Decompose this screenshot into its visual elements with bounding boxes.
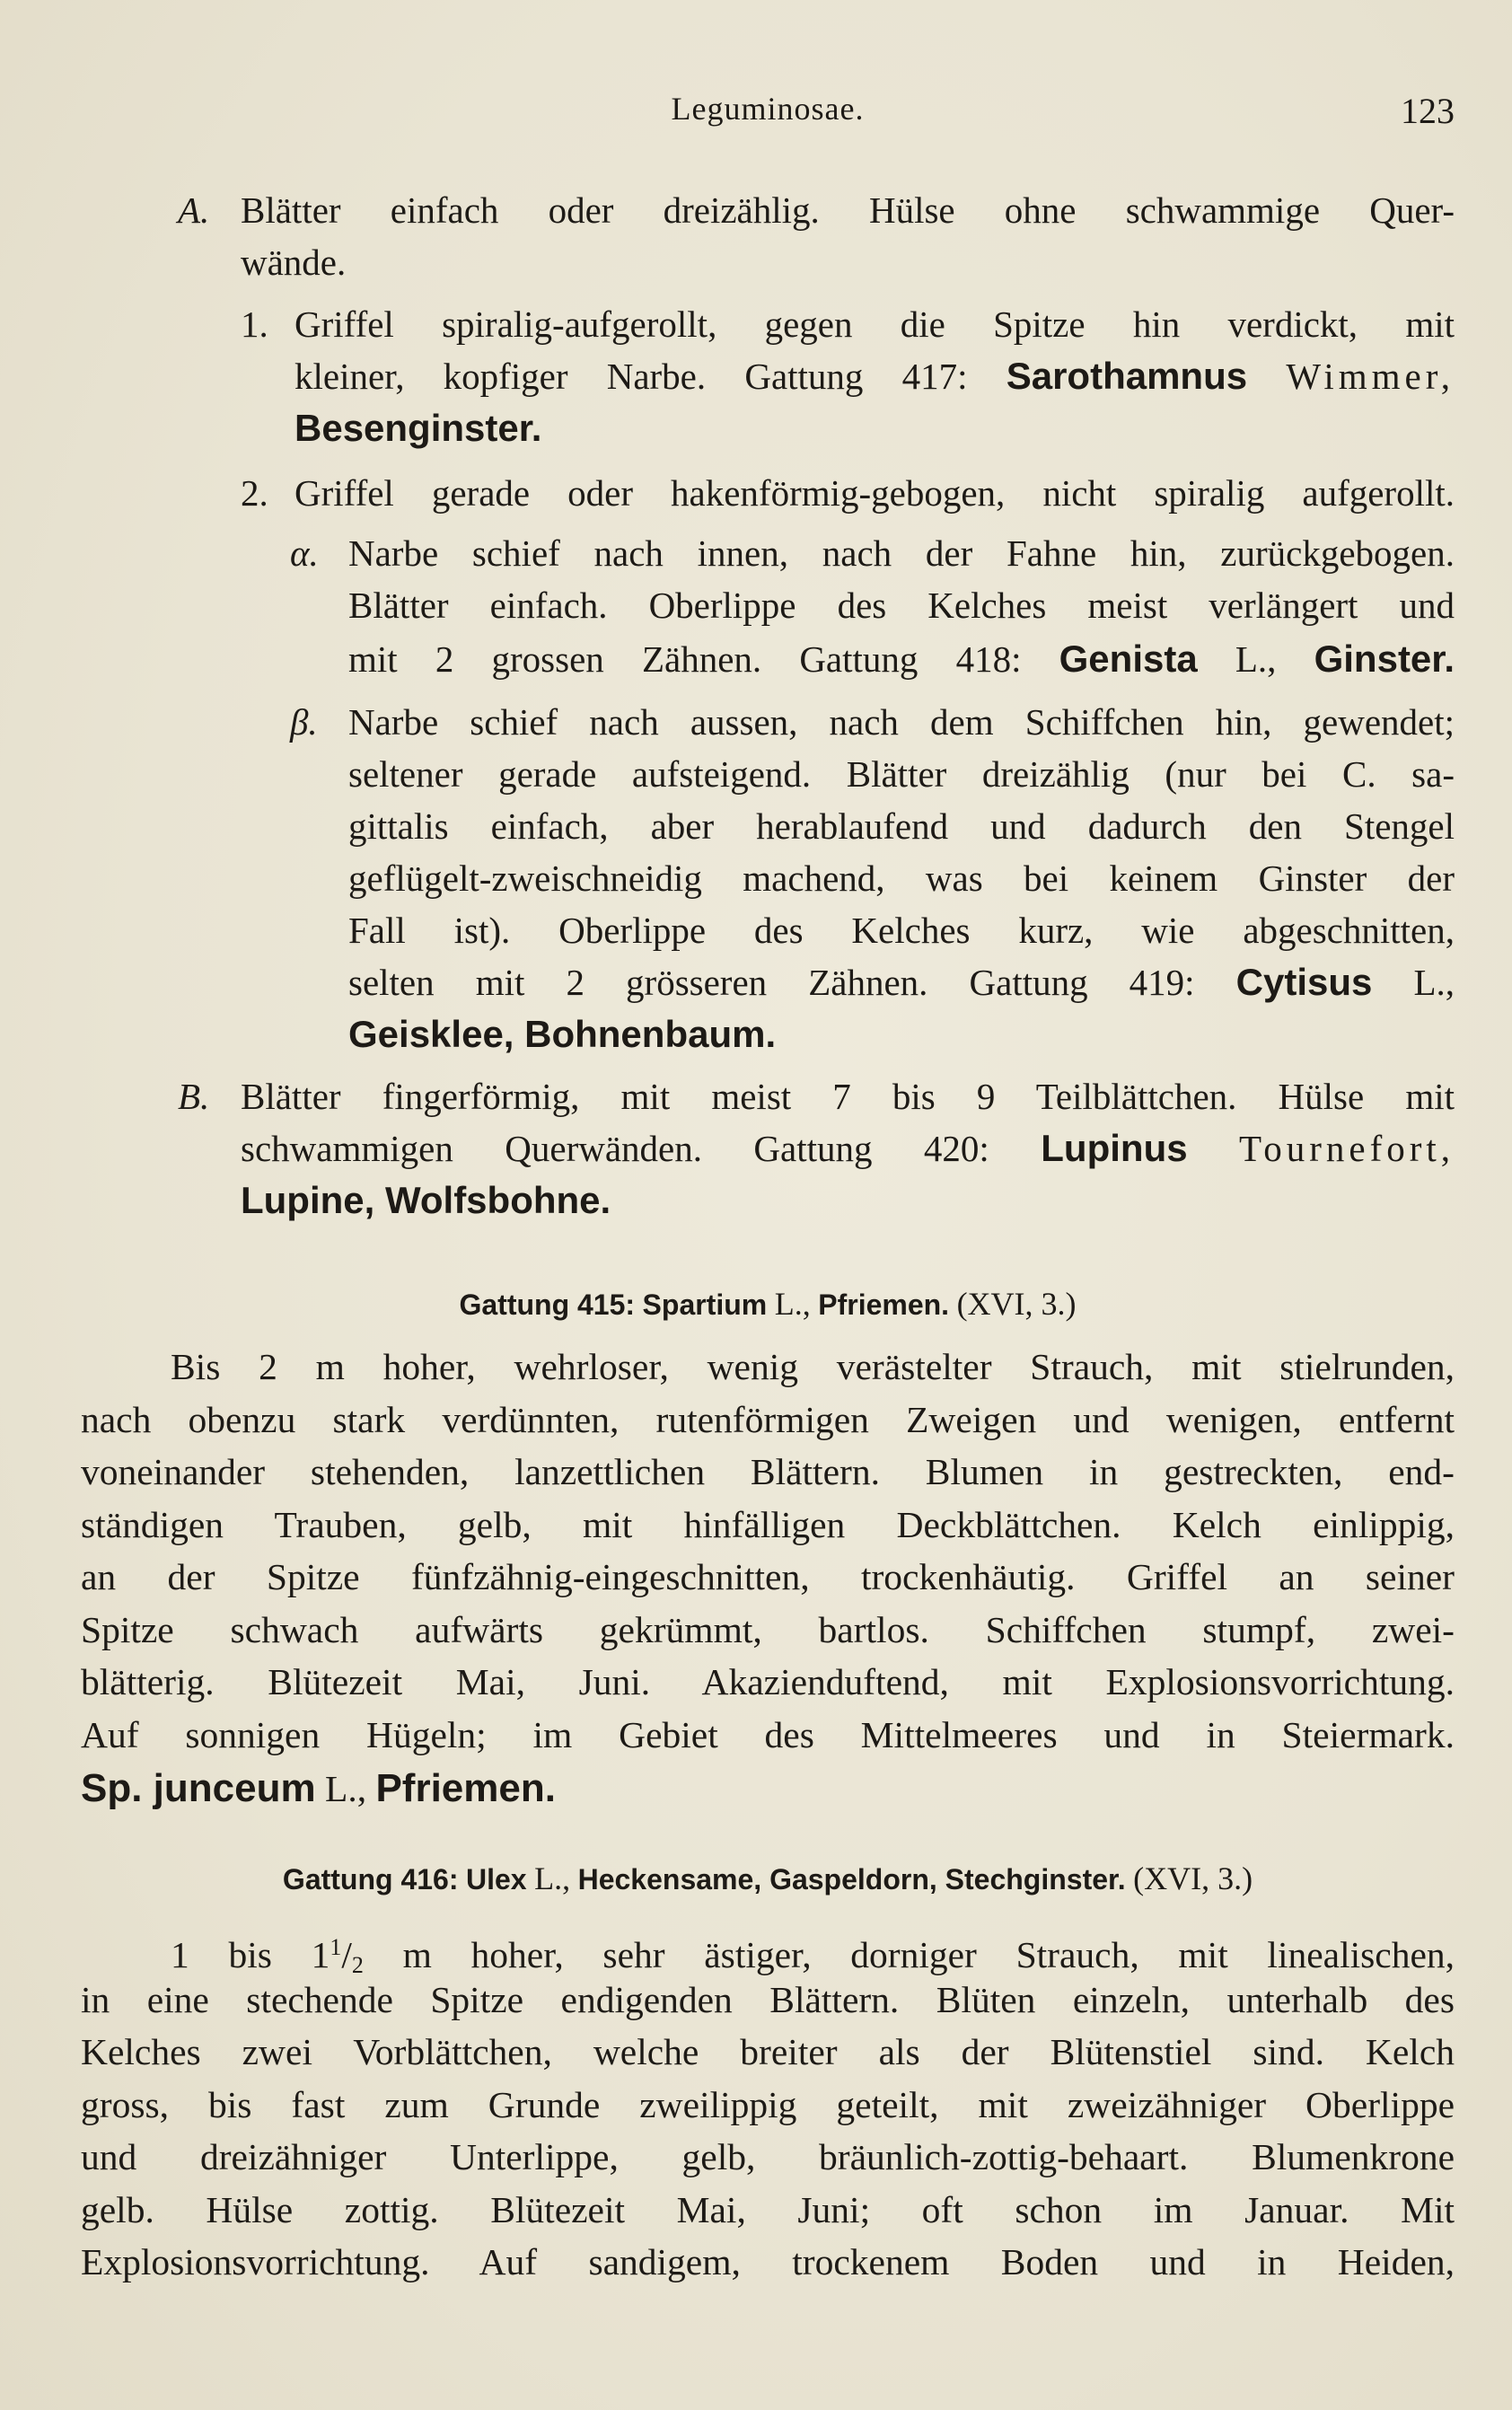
key-beta-line-7 xyxy=(348,1008,776,1060)
genus-cytisus: Cytisus xyxy=(1235,961,1373,1003)
key-beta-line-1: Narbe schief nach aussen, nach dem Schiffchen hin, gewendet; xyxy=(348,701,1455,743)
heading-reference: (XVI, 3.) xyxy=(1133,1860,1253,1896)
fraction-numerator: 1 xyxy=(330,1934,342,1960)
marker-b: B. xyxy=(178,1076,210,1117)
measure-start: 1 bis 1 xyxy=(171,1934,330,1975)
heading-label: Gattung 415: xyxy=(459,1289,636,1321)
genus-lupinus: Lupinus xyxy=(1041,1127,1188,1169)
key-marker-b xyxy=(178,1070,209,1122)
key-b-text: schwammigen Querwänden. Gattung 420: xyxy=(241,1128,989,1169)
author-l: L., xyxy=(1413,962,1455,1003)
key-beta-line-3: gittalis einfach, aber herablaufend und dadurch den Stengel xyxy=(348,805,1455,847)
line-rest: m hoher, sehr ästiger, dorniger Strauch, mit linealischen, xyxy=(402,1934,1455,1975)
key-a-line-1: Blätter einfach oder dreizählig. Hülse ohne schwammige Quer- xyxy=(241,189,1455,231)
heading-genus: Ulex xyxy=(466,1863,527,1895)
marker-a: A. xyxy=(178,189,210,231)
key-beta-line-6 xyxy=(348,956,1455,1008)
key-1-line-3 xyxy=(294,402,541,454)
genus-sarothamnus: Sarothamnus xyxy=(1006,355,1248,397)
heading-author: L., xyxy=(774,1286,811,1322)
section-416-line-6: gelb. Hülse zottig. Blütezeit Mai, Juni; oft schon im Januar. Mit xyxy=(81,2189,1455,2230)
key-alpha-line-2: Blätter einfach. Oberlippe des Kelches meist verlängert und xyxy=(348,585,1455,626)
key-alpha-line-1: Narbe schief nach innen, nach der Fahne hin, zurückgebogen. xyxy=(348,532,1455,574)
heading-reference: (XVI, 3.) xyxy=(956,1286,1077,1322)
section-416-line-4: gross, bis fast zum Grunde zweilippig geteilt, mit zweizähniger Oberlippe xyxy=(81,2084,1455,2125)
page-number: 123 xyxy=(1401,91,1455,131)
fraction: $^1/_2$ xyxy=(330,1934,364,1978)
key-beta-line-2: seltener gerade aufsteigend. Blätter dreizählig (nur bei C. sa- xyxy=(348,753,1455,795)
key-1-text: kleiner, kopfiger Narbe. Gattung 417: xyxy=(294,356,968,397)
key-beta-text: selten mit 2 grösseren Zähnen. Gattung 419: xyxy=(348,962,1195,1003)
key-b-line-3 xyxy=(241,1174,611,1227)
author-wimmer: Wimmer, xyxy=(1286,356,1455,397)
key-beta-line-4: geflügelt-zweischneidig machend, was bei keinem Ginster der xyxy=(348,858,1455,899)
key-2-line-1: Griffel gerade oder hakenförmig-gebogen, nicht spiralig aufgerollt. xyxy=(294,472,1455,514)
section-415-line-6: Spitze schwach aufwärts gekrümmt, bartlos. Schiffchen stumpf, zwei- xyxy=(81,1609,1455,1650)
fraction-denominator: 2 xyxy=(351,1952,364,1978)
section-415-line-4: ständigen Trauben, gelb, mit hinfälligen Deckblättchen. Kelch einlippig, xyxy=(81,1504,1455,1545)
common-lupine: Lupine, Wolfsbohne. xyxy=(241,1179,611,1221)
section-415-line-3: voneinander stehenden, lanzettlichen Blättern. Blumen in gestreckten, end- xyxy=(81,1451,1455,1492)
section-416-line-5: und dreizähniger Unterlippe, gelb, bräunlich-zottig-behaart. Blumenkrone xyxy=(81,2136,1455,2177)
author-tournefort: Tournefort, xyxy=(1239,1128,1455,1169)
genus-genista: Genista xyxy=(1059,638,1198,680)
section-415-line-1: Bis 2 m hoher, wehrloser, wenig verästelter Strauch, mit stielrunden, xyxy=(171,1346,1455,1387)
section-415-line-8: Auf sonnigen Hügeln; im Gebiet des Mittelmeeres und in Steiermark. xyxy=(81,1714,1455,1755)
heading-label: Gattung 416: xyxy=(282,1863,459,1895)
key-marker-a xyxy=(178,184,209,236)
section-415-line-5: an der Spitze fünfzähnig-eingeschnitten, trockenhäutig. Griffel an seiner xyxy=(81,1556,1455,1597)
common-besenginster: Besenginster. xyxy=(294,407,542,449)
heading-author: L., xyxy=(534,1860,571,1896)
key-b-line-2 xyxy=(241,1122,1455,1174)
section-416-line-2: in eine stechende Spitze endigenden Blättern. Blüten einzeln, unterhalb des xyxy=(81,1979,1455,2020)
section-415-line-2: nach obenzu stark verdünnten, rutenförmigen Zweigen und wenigen, entfernt xyxy=(81,1399,1455,1440)
section-416-line-7: Explosionsvorrichtung. Auf sandigem, trockenem Boden und in Heiden, xyxy=(81,2241,1455,2282)
author-l: L., xyxy=(1235,638,1277,680)
section-415-species xyxy=(81,1763,556,1815)
common-ginster: Ginster. xyxy=(1314,638,1455,680)
key-beta-line-5: Fall ist). Oberlippe des Kelches kurz, wie abgeschnitten, xyxy=(348,910,1455,951)
heading-common: Heckensame, Gaspeldorn, Stechginster. xyxy=(577,1863,1126,1895)
species-junceum: Sp. junceum xyxy=(81,1766,316,1810)
marker-beta: β. xyxy=(290,701,318,743)
key-1-line-2 xyxy=(294,350,1455,402)
key-1-line-1: Griffel spiralig-aufgerollt, gegen die Spitze hin verdickt, mit xyxy=(294,303,1455,345)
key-marker-2: 2. xyxy=(241,472,268,514)
section-416-line-3: Kelches zwei Vorblättchen, welche breiter als der Blütenstiel sind. Kelch xyxy=(81,2031,1455,2072)
key-alpha-line-3 xyxy=(348,633,1455,685)
common-geisklee: Geisklee, Bohnenbaum. xyxy=(348,1013,777,1055)
species-author: L., xyxy=(324,1768,367,1809)
section-415-line-7: blätterig. Blütezeit Mai, Juni. Akazienduftend, mit Explosionsvorrichtung. xyxy=(81,1661,1455,1702)
heading-genus: Spartium xyxy=(642,1289,768,1321)
page-header xyxy=(81,90,1455,144)
heading-common: Pfriemen. xyxy=(818,1289,950,1321)
section-416-heading xyxy=(81,1856,1455,1903)
key-a-line-2: wände. xyxy=(241,242,347,283)
key-marker-alpha xyxy=(290,527,319,579)
running-title: Leguminosae. xyxy=(671,91,865,127)
key-marker-beta xyxy=(290,696,318,748)
marker-alpha: α. xyxy=(290,532,319,574)
species-common: Pfriemen. xyxy=(375,1766,556,1810)
key-marker-1: 1. xyxy=(241,303,268,345)
key-alpha-text: mit 2 grossen Zähnen. Gattung 418: xyxy=(348,638,1022,680)
key-b-line-1: Blätter fingerförmig, mit meist 7 bis 9 Teilblättchen. Hülse mit xyxy=(241,1076,1455,1117)
section-415-heading xyxy=(81,1281,1455,1328)
